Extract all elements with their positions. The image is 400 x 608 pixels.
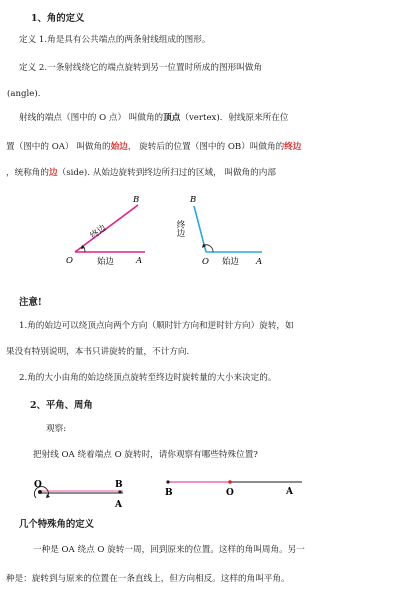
label-a: A — [136, 256, 143, 266]
note-title: 注意! — [19, 297, 42, 308]
angle-figure-2 — [175, 188, 270, 270]
special-angles-line-2: 种是：旋转到与原来的位置在一条直线上，但方向相反。这样的角叫平角。 — [6, 574, 290, 584]
paragraph-line-3: ，统称角的边（side). 从始边旋转到终边所扫过的区域， 叫做角的内部 — [6, 168, 276, 178]
point-o — [38, 490, 42, 494]
definition-2-line-1: 定义 2.一条射线绕它的端点旋转到另一位置时所成的图形叫做角 — [19, 63, 262, 73]
label-terminal-side: 终边 — [88, 223, 109, 242]
note-1-line-1: 1.角的始边可以绕顶点向两个方向（顺时针方向和逆时针方向）旋转，如 — [19, 321, 294, 331]
label-o: O — [66, 256, 73, 266]
note-2: 2.角的大小由角的始边绕顶点旋转至终边时旋转量的大小来决定的。 — [19, 373, 277, 383]
label-b: B — [165, 488, 173, 498]
straight-angle-figure — [160, 470, 310, 500]
label-o: O — [226, 488, 234, 498]
full-angle-figure — [28, 476, 138, 512]
label-a: A — [286, 487, 293, 497]
angle-figure-1 — [55, 188, 165, 270]
label-b: B — [115, 480, 123, 490]
special-angles-title: 几个特殊角的定义 — [19, 519, 95, 530]
special-angles-line-1: 一种是 OA 绕点 O 旋转一周，回到原来的位置。这样的角叫周角。另一 — [33, 545, 305, 555]
label-initial-side: 始边 — [222, 257, 240, 267]
paragraph-line-1: 射线的端点（图中的 O 点） 叫做角的顶点（vertex)．射线原来所在位 — [19, 113, 289, 123]
definition-1: 定义 1.角是具有公共端点的两条射线组成的图形。 — [19, 35, 211, 45]
paragraph-line-2: 置（图中的 OA） 叫做角的始边， 旋转后的位置（图中的 OB）叫做角的终边 — [6, 142, 302, 152]
section-1-title: 1、角的定义 — [31, 13, 85, 24]
point-a — [118, 490, 121, 493]
point-b — [166, 480, 169, 483]
definition-2-line-2: (angle). — [7, 89, 41, 99]
observe-label: 观察: — [46, 424, 67, 434]
label-b: B — [190, 195, 197, 205]
label-a: A — [115, 500, 122, 510]
point-o — [228, 480, 232, 484]
label-a: A — [256, 257, 263, 267]
label-initial-side: 始边 — [97, 257, 115, 267]
section-2-title: 2、平角、周角 — [30, 400, 93, 411]
label-o: O — [34, 480, 42, 490]
terminal-side-ray — [75, 205, 138, 252]
observation-question: 把射线 OA 绕着端点 O 旋转时，请你观察有哪些特殊位置? — [33, 450, 258, 460]
label-b: B — [133, 195, 140, 205]
note-1-line-2: 果没有特别说明，本书只讲旋转的量，不计方向. — [6, 347, 190, 357]
label-terminal-side: 终边 — [175, 220, 185, 237]
label-o: O — [202, 257, 209, 267]
